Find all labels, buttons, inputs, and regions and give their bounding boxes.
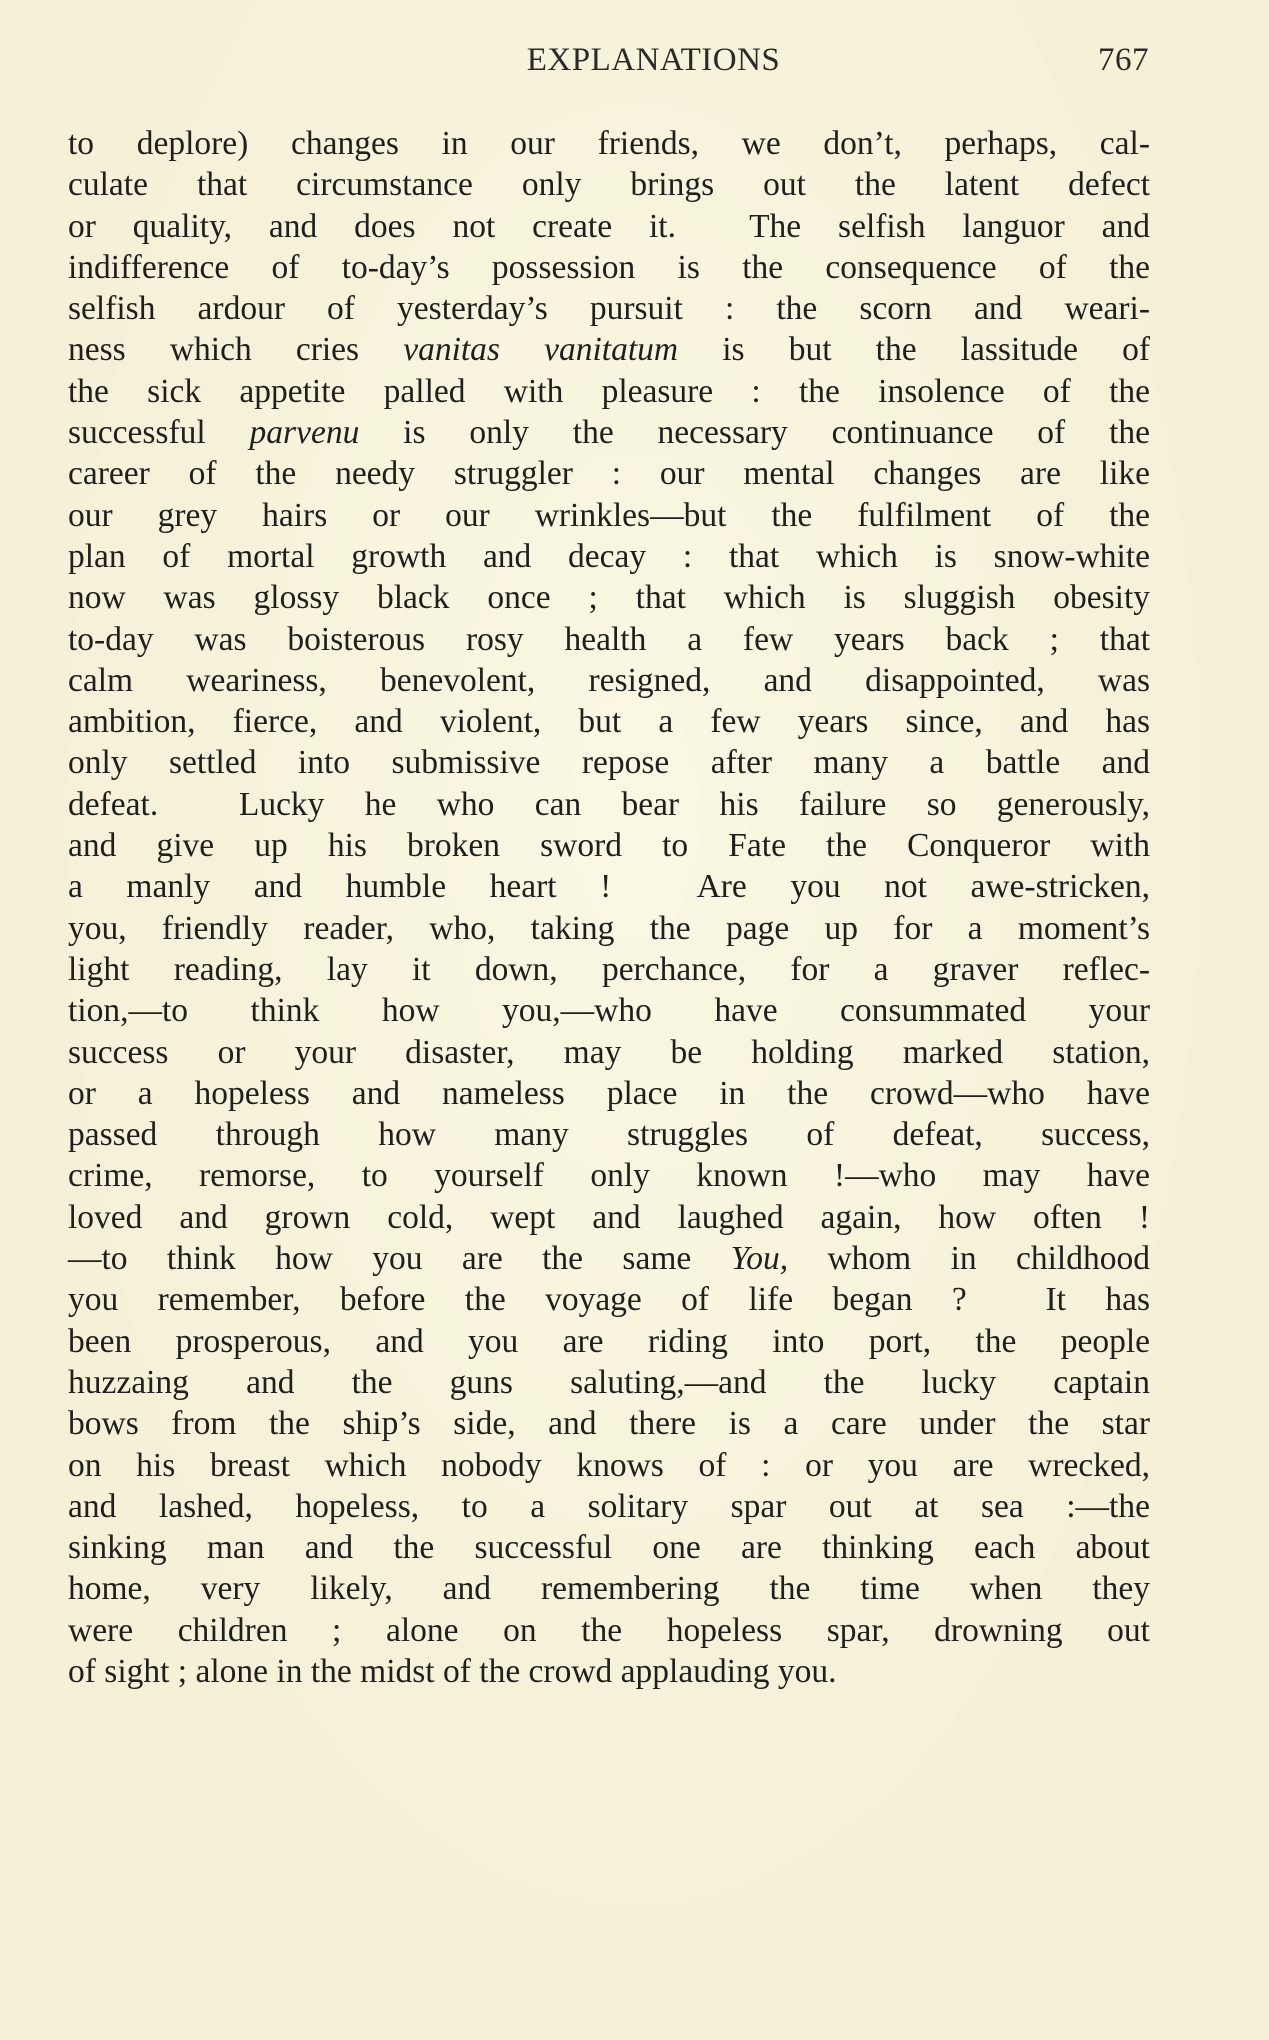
text-run: successful — [68, 414, 250, 452]
text-run: indifference of to-day’s possession is the consequence of the — [68, 248, 1150, 286]
body-text — [68, 123, 1150, 1692]
text-run: ness which cries — [68, 331, 404, 369]
text-line — [68, 329, 1150, 370]
text-line — [68, 1527, 1150, 1568]
text-line — [68, 1114, 1150, 1155]
text-run: and lashed, hopeless, to a solitary spar out at sea :—the — [68, 1487, 1150, 1525]
text-line — [68, 164, 1150, 205]
text-line — [68, 908, 1150, 949]
text-run: culate that circumstance only brings out the latent defect — [68, 166, 1150, 204]
text-line — [68, 1486, 1150, 1527]
text-run: bows from the ship’s side, and there is a care under the star — [68, 1405, 1150, 1443]
page-number: 767 — [1098, 42, 1149, 78]
text-line — [68, 1073, 1150, 1114]
text-line — [68, 866, 1150, 907]
text-run: our grey hairs or our wrinkles—but the fulfilment of the — [68, 496, 1150, 534]
text-line — [68, 1155, 1150, 1196]
text-line — [68, 660, 1150, 701]
text-run: is only the necessary continuance of the — [359, 414, 1150, 452]
text-run: light reading, lay it down, perchance, for a graver reflec- — [68, 950, 1150, 988]
text-line — [68, 1568, 1150, 1609]
text-run: and give up his broken sword to Fate the Conqueror with — [68, 827, 1150, 865]
text-run: the sick appetite palled with pleasure : the insolence of the — [68, 372, 1150, 410]
text-run: to deplore) changes in our friends, we don’t, perhaps, cal- — [68, 125, 1150, 162]
text-line — [68, 247, 1150, 288]
italic-phrase: parvenu — [249, 414, 360, 452]
text-run: or a hopeless and nameless place in the crowd—who have — [68, 1074, 1150, 1112]
text-run: ambition, fierce, and violent, but a few years since, and has — [68, 703, 1150, 741]
text-run: only settled into submissive repose after many a battle and — [68, 744, 1150, 782]
text-run: is but the lassitude of — [678, 331, 1150, 369]
text-line — [68, 1238, 1150, 1279]
text-run: a manly and humble heart ! Are you not awe-stricken, — [68, 868, 1150, 906]
text-line — [68, 371, 1150, 412]
text-run: to-day was boisterous rosy health a few years back ; that — [68, 620, 1150, 658]
text-run: home, very likely, and remembering the time when they — [68, 1570, 1150, 1608]
text-run: —to think how you are the same — [68, 1240, 731, 1278]
text-line — [68, 206, 1150, 247]
text-run: whom in childhood — [788, 1240, 1150, 1278]
text-run: been prosperous, and you are riding into port, the people — [68, 1322, 1150, 1360]
text-run: plan of mortal growth and decay : that which is snow-white — [68, 537, 1150, 575]
text-line — [68, 825, 1150, 866]
text-line — [68, 784, 1150, 825]
text-run: career of the needy struggler : our mental changes are like — [68, 455, 1150, 493]
text-line — [68, 1651, 1150, 1692]
text-run: on his breast which nobody knows of : or you are wrecked, — [68, 1446, 1150, 1484]
text-run: tion,—to think how you,—who have consummated your — [68, 992, 1150, 1030]
text-line — [68, 701, 1150, 742]
italic-phrase: You, — [730, 1240, 789, 1278]
text-run: sinking man and the successful one are thinking each about — [68, 1529, 1150, 1567]
text-line — [68, 990, 1150, 1031]
text-run: passed through how many struggles of defeat, success, — [68, 1116, 1150, 1154]
text-line — [68, 1610, 1150, 1651]
text-run: calm weariness, benevolent, resigned, and disappointed, was — [68, 661, 1150, 699]
text-line — [68, 495, 1150, 536]
text-run: were children ; alone on the hopeless spar, drowning out — [68, 1611, 1150, 1649]
text-line — [68, 412, 1150, 453]
text-line — [68, 742, 1150, 783]
text-run: defeat. Lucky he who can bear his failure so generously, — [68, 785, 1150, 823]
text-run: you, friendly reader, who, taking the page up for a moment’s — [68, 909, 1150, 947]
running-head — [68, 42, 1149, 92]
text-line — [68, 1032, 1150, 1073]
text-line — [68, 949, 1150, 990]
text-line — [68, 619, 1150, 660]
text-line — [68, 1279, 1150, 1320]
text-line — [68, 288, 1150, 329]
italic-phrase: vanitas vanitatum — [403, 331, 679, 369]
text-run: success or your disaster, may be holding marked station, — [68, 1033, 1150, 1071]
text-line — [68, 577, 1150, 618]
text-line — [68, 1445, 1150, 1486]
text-run: you remember, before the voyage of life began ? It has — [68, 1281, 1150, 1319]
text-run: now was glossy black once ; that which is sluggish obesity — [68, 579, 1150, 617]
text-line — [68, 1321, 1150, 1362]
text-run: of sight ; alone in the midst of the crowd applauding you. — [68, 1652, 837, 1690]
text-line — [68, 1403, 1150, 1444]
text-line — [68, 453, 1150, 494]
text-line — [68, 1362, 1150, 1403]
text-run: crime, remorse, to yourself only known !—who may have — [68, 1157, 1150, 1195]
text-run: huzzaing and the guns saluting,—and the lucky captain — [68, 1363, 1150, 1401]
text-line — [68, 123, 1150, 164]
text-line — [68, 536, 1150, 577]
text-run: loved and grown cold, wept and laughed again, how often ! — [68, 1198, 1150, 1236]
running-title: EXPLANATIONS — [526, 42, 781, 78]
text-run: selfish ardour of yesterday’s pursuit : the scorn and weari- — [68, 290, 1150, 328]
text-line — [68, 1197, 1150, 1238]
text-run: or quality, and does not create it. The selfish languor and — [68, 207, 1150, 245]
